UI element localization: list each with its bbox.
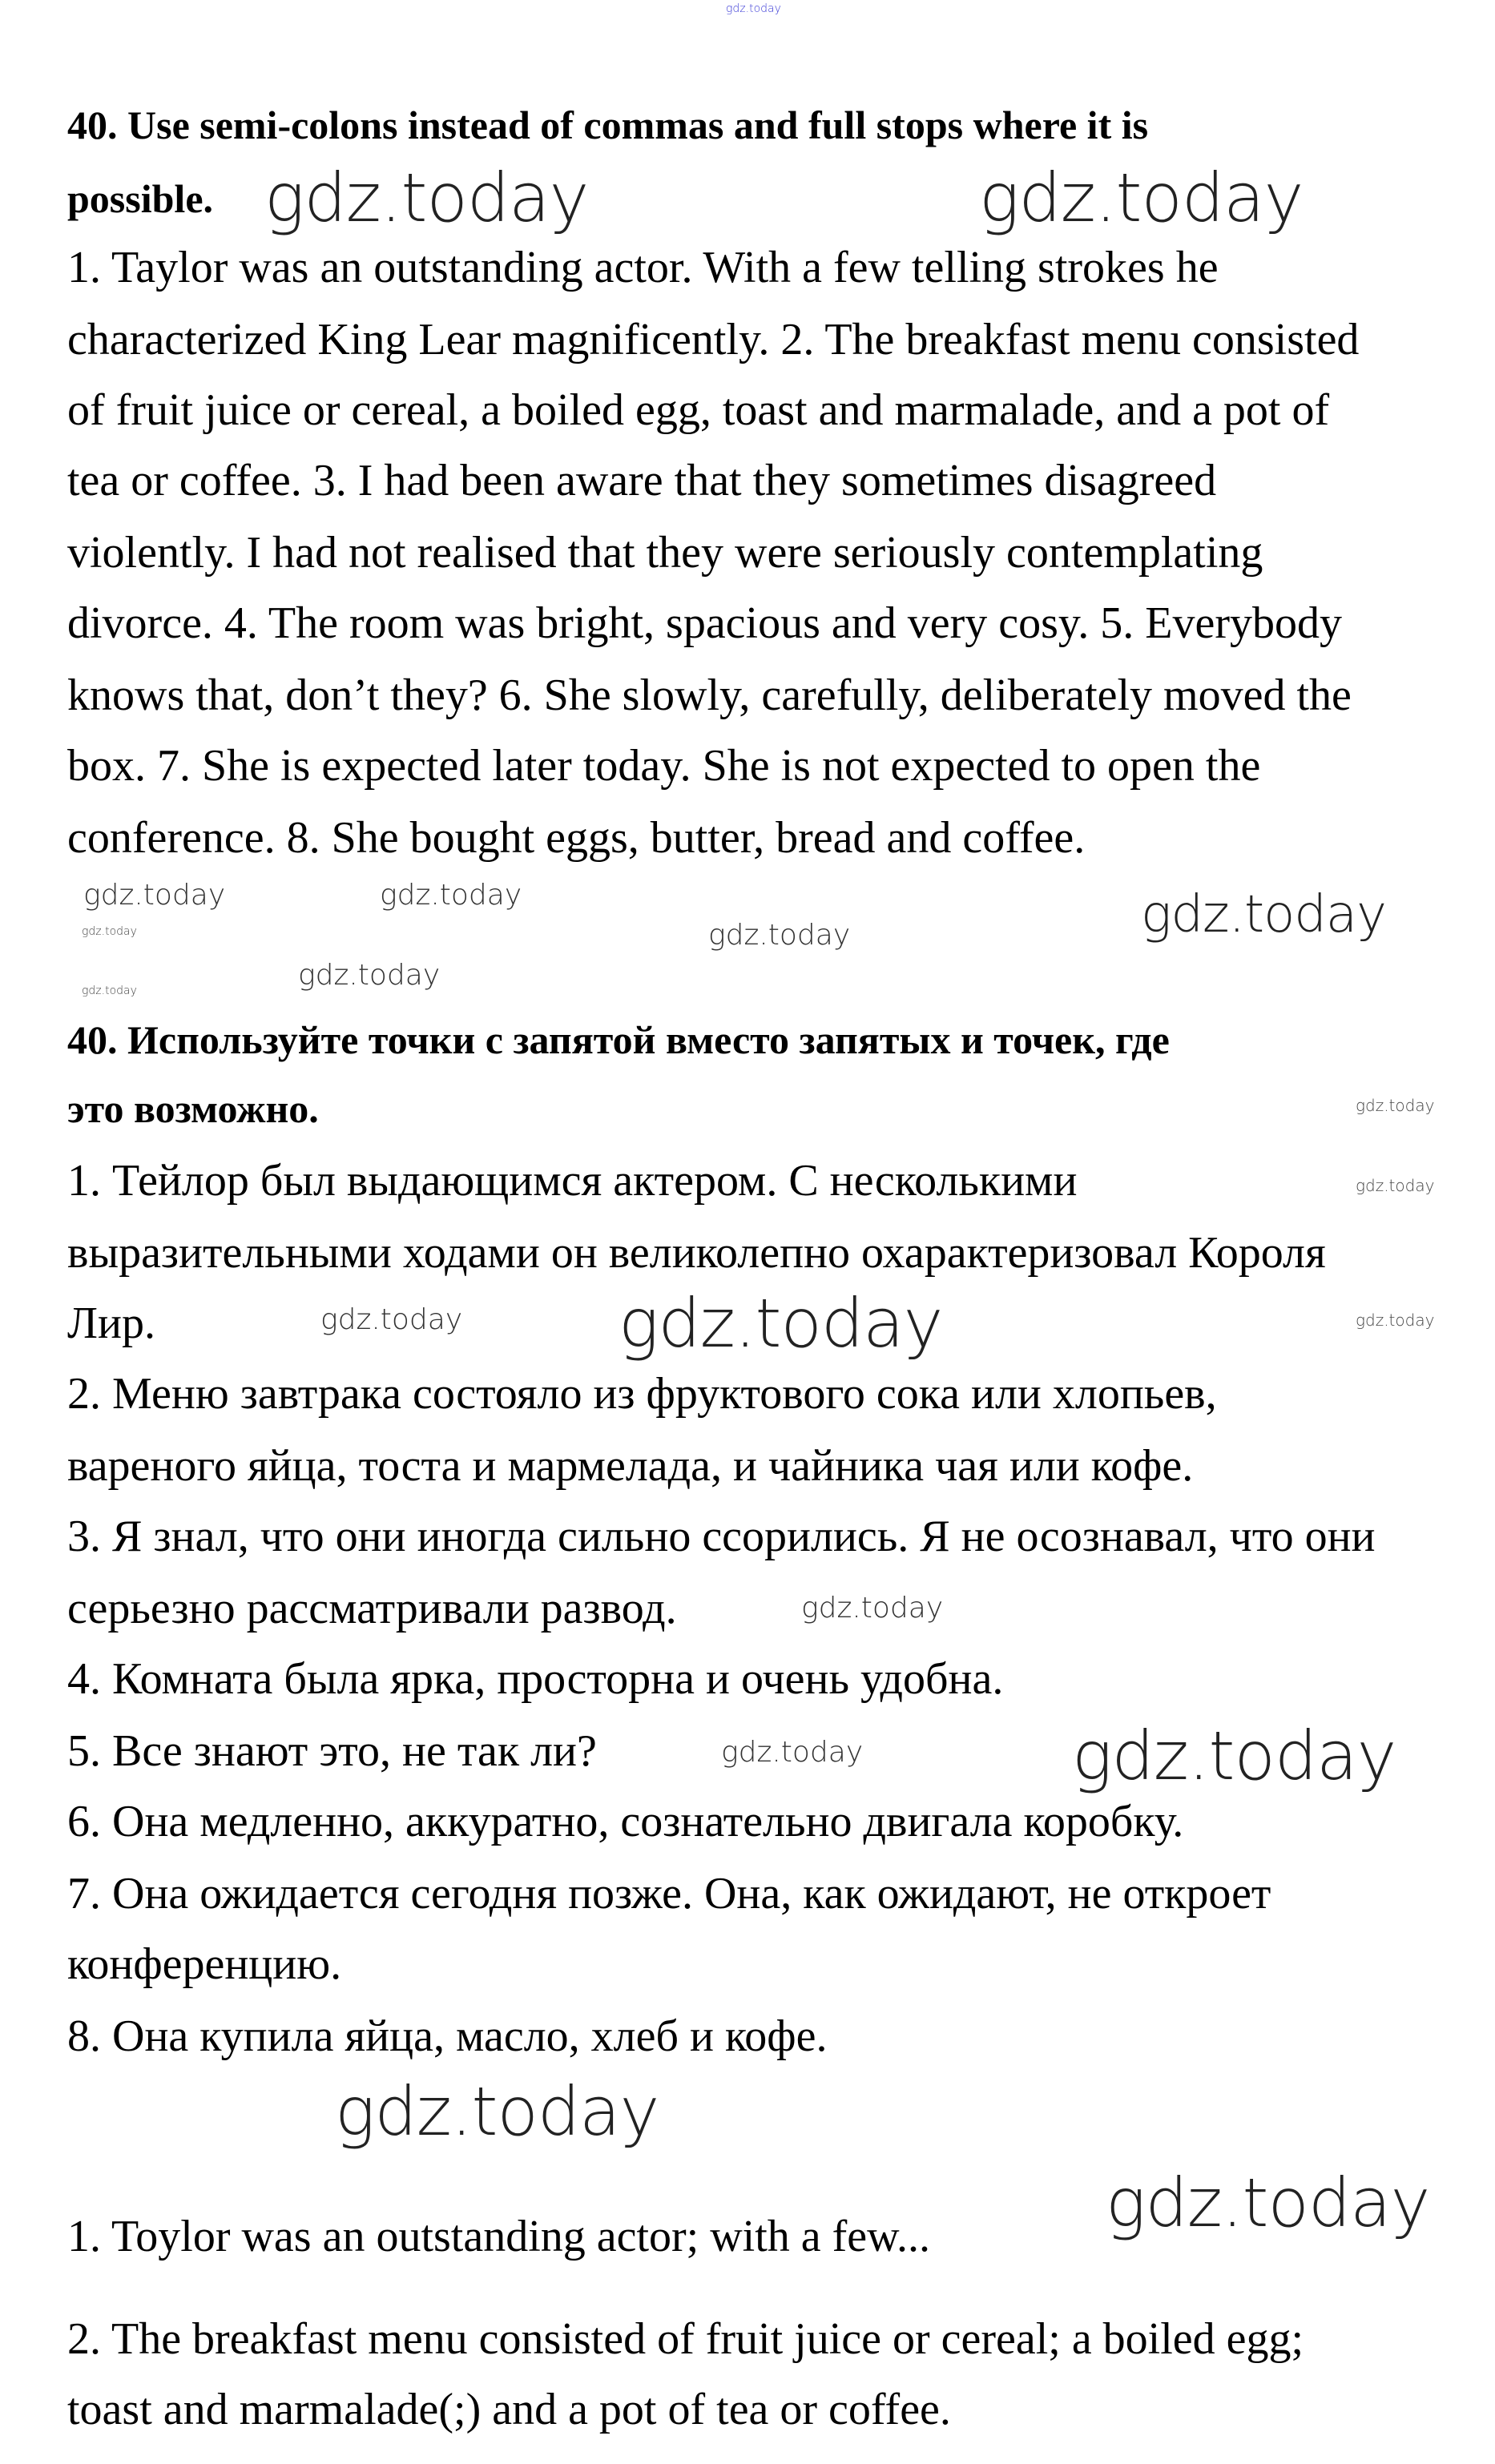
watermark: gdz.today xyxy=(83,879,226,912)
exercise-heading: 40. Используйте точки с запятой вместо запятых и точек, где xyxy=(67,1017,1170,1062)
watermark: gdz.today xyxy=(619,1284,943,1363)
text-line: of fruit juice or cereal, a boiled egg, toast and marmalade, and a pot of xyxy=(67,385,1330,435)
watermark: gdz.today xyxy=(298,959,441,992)
watermark: gdz.today xyxy=(1356,1311,1435,1330)
watermark: gdz.today xyxy=(1072,1717,1396,1795)
text-line: conference. 8. She bought eggs, butter, bread and coffee. xyxy=(67,813,1086,863)
text-line: knows that, don’t they? 6. She slowly, carefully, deliberately moved the xyxy=(67,670,1352,720)
watermark: gdz.today xyxy=(708,919,851,952)
text-line: violently. I had not realised that they were seriously contemplating xyxy=(67,528,1263,578)
text-line: 6. Она медленно, аккуратно, сознательно двигала коробку. xyxy=(67,1797,1184,1846)
text-line: конференцию. xyxy=(67,1939,342,1989)
text-line: divorce. 4. The room was bright, spacious and very cosy. 5. Everybody xyxy=(67,598,1342,648)
answer-line: 1. Toylor was an outstanding actor; with a few... xyxy=(67,2212,930,2261)
exercise-heading: possible. xyxy=(67,176,214,221)
watermark: gdz.today xyxy=(264,159,589,237)
text-line: 2. Меню завтрака состояло из фруктового сока или хлопьев, xyxy=(67,1369,1217,1419)
watermark: gdz.today xyxy=(320,1303,463,1336)
watermark: gdz.today xyxy=(979,159,1304,237)
text-line: 8. Она купила яйца, масло, хлеб и кофе. xyxy=(67,2011,828,2061)
exercise-heading: это возможно. xyxy=(67,1086,319,1131)
text-line: вареного яйца, тоста и мармелада, и чайника чая или кофе. xyxy=(67,1441,1194,1491)
exercise-heading: 40. Use semi-colons instead of commas and full stops where it is xyxy=(67,103,1149,147)
watermark: gdz.today xyxy=(1356,1176,1435,1195)
watermark: gdz.today xyxy=(721,1736,864,1769)
watermark: gdz.today xyxy=(1141,885,1386,944)
watermark: gdz.today xyxy=(82,984,137,997)
text-line: 4. Комната была ярка, просторна и очень удобна. xyxy=(67,1654,1004,1704)
watermark: gdz.today xyxy=(726,2,781,15)
text-line: 1. Taylor was an outstanding actor. With a few telling strokes he xyxy=(67,243,1219,292)
text-line: characterized King Lear magnificently. 2. The breakfast menu consisted xyxy=(67,315,1360,364)
text-line: Лир. xyxy=(67,1298,155,1348)
answer-line: 2. The breakfast menu consisted of fruit juice or cereal; a boiled egg; xyxy=(67,2314,1304,2364)
text-line: 3. Я знал, что они иногда сильно ссорились. Я не осознавал, что они xyxy=(67,1512,1376,1561)
text-line: 7. Она ожидается сегодня позже. Она, как ожидают, не откроет xyxy=(67,1869,1271,1918)
watermark: gdz.today xyxy=(380,879,522,912)
text-line: tea or coffee. 3. I had been aware that they sometimes disagreed xyxy=(67,456,1217,505)
text-line: box. 7. She is expected later today. She is not expected to open the xyxy=(67,741,1261,791)
watermark: gdz.today xyxy=(1106,2164,1430,2242)
text-line: серьезно рассматривали развод. xyxy=(67,1584,677,1633)
watermark: gdz.today xyxy=(801,1592,944,1625)
watermark: gdz.today xyxy=(1356,1096,1435,1115)
watermark: gdz.today xyxy=(82,925,137,938)
watermark: gdz.today xyxy=(335,2072,659,2151)
text-line: 5. Все знают это, не так ли? xyxy=(67,1726,597,1776)
text-line: выразительными ходами он великолепно охарактеризовал Короля xyxy=(67,1228,1326,1278)
answer-line: toast and marmalade(;) and a pot of tea or coffee. xyxy=(67,2385,951,2434)
text-line: 1. Тейлор был выдающимся актером. С несколькими xyxy=(67,1156,1078,1206)
